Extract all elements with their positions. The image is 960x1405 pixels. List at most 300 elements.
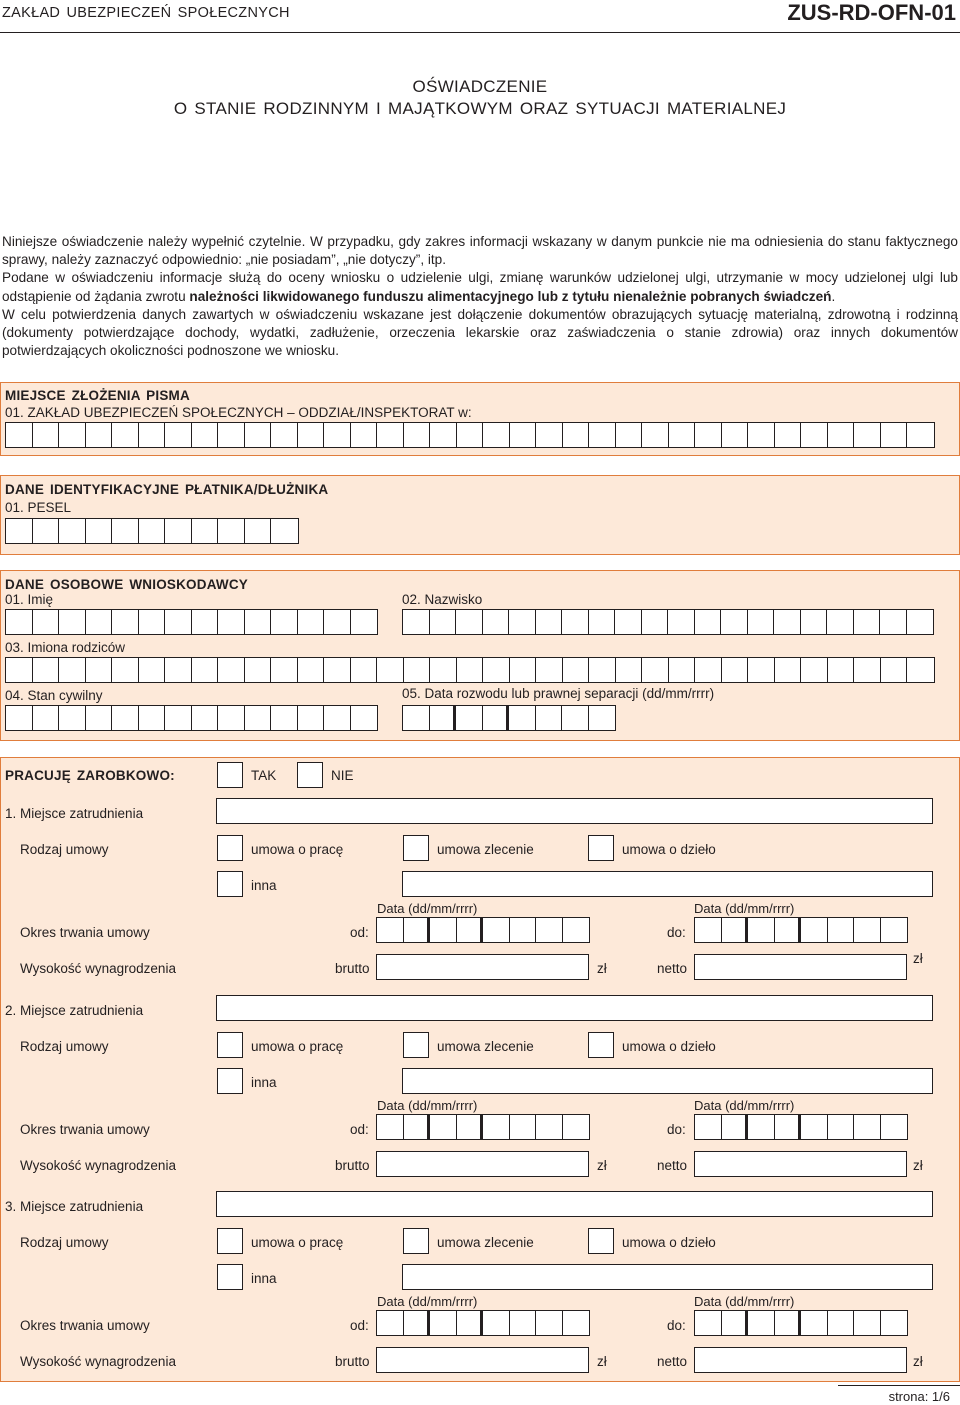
- input-cell[interactable]: [456, 610, 483, 634]
- input-cell[interactable]: [271, 658, 298, 682]
- office-name-input[interactable]: [5, 422, 935, 448]
- input-cell[interactable]: [6, 658, 33, 682]
- input-cell[interactable]: [642, 610, 669, 634]
- input-cell[interactable]: [377, 658, 404, 682]
- employment-contract-label: umowa o pracę: [251, 1235, 344, 1250]
- input-cell[interactable]: [669, 658, 696, 682]
- input-cell[interactable]: [668, 610, 695, 634]
- input-cell[interactable]: [112, 423, 139, 447]
- input-cell[interactable]: [430, 658, 457, 682]
- contract-type-label: Rodzaj umowy: [20, 1235, 109, 1250]
- specific-work-contract-label: umowa o dzieło: [622, 842, 716, 857]
- input-cell[interactable]: [112, 610, 139, 634]
- input-cell[interactable]: [483, 1115, 510, 1139]
- pesel-input[interactable]: [5, 518, 299, 544]
- input-cell[interactable]: [430, 610, 457, 634]
- instructions-text: Podane w oświadczeniu informacje służą do oceny wniosku o udzielenie ulgi, zmianę warunków udzielonej ulgi, utrzymanie w mocy udzielonej ulgi lub odstąpienie od żądania zwrotu: [2, 270, 958, 304]
- input-cell[interactable]: [404, 658, 431, 682]
- other-contract-label: inna: [251, 878, 277, 893]
- input-cell[interactable]: [218, 706, 245, 730]
- input-cell[interactable]: [695, 610, 722, 634]
- input-cell[interactable]: [801, 918, 828, 942]
- date-to-input[interactable]: [694, 1310, 908, 1336]
- input-cell[interactable]: [139, 706, 166, 730]
- net-salary-input[interactable]: [694, 954, 907, 980]
- employed-no-label: NIE: [331, 768, 354, 783]
- net-label: netto: [657, 1354, 688, 1369]
- from-label: od:: [350, 1318, 369, 1333]
- input-cell[interactable]: [165, 658, 192, 682]
- net-salary-input[interactable]: [694, 1347, 907, 1373]
- input-cell[interactable]: [351, 610, 378, 634]
- input-cell[interactable]: [562, 706, 589, 730]
- input-cell[interactable]: [827, 610, 854, 634]
- date-from-input[interactable]: [376, 917, 590, 943]
- other-contract-label: inna: [251, 1075, 277, 1090]
- salary-label: Wysokość wynagrodzenia: [20, 1158, 176, 1173]
- input-cell[interactable]: [510, 658, 537, 682]
- date-to-input[interactable]: [694, 1114, 908, 1140]
- office-label: 01. ZAKŁAD UBEZPIECZEŃ SPOŁECZNYCH – ODDZIAŁ/INSPEKTORAT w:: [5, 405, 472, 420]
- employed-no-checkbox[interactable]: [297, 762, 323, 788]
- net-currency-label: zł: [913, 951, 923, 966]
- input-cell[interactable]: [748, 918, 775, 942]
- from-label: od:: [350, 925, 369, 940]
- date-to-format-label: Data (dd/mm/rrrr): [694, 901, 795, 916]
- input-cell[interactable]: [112, 519, 139, 543]
- input-cell[interactable]: [86, 658, 113, 682]
- input-cell[interactable]: [828, 658, 855, 682]
- parents-names-label: 03. Imiona rodziców: [5, 640, 126, 655]
- gross-currency-label: zł: [597, 1158, 607, 1173]
- date-from-input[interactable]: [376, 1310, 590, 1336]
- input-cell[interactable]: [192, 519, 219, 543]
- input-cell[interactable]: [563, 1311, 590, 1335]
- input-cell[interactable]: [881, 1115, 908, 1139]
- input-cell[interactable]: [457, 423, 484, 447]
- input-cell[interactable]: [509, 706, 536, 730]
- input-cell[interactable]: [748, 610, 775, 634]
- employment-contract-checkbox[interactable]: [217, 835, 243, 861]
- input-cell[interactable]: [907, 658, 934, 682]
- input-cell[interactable]: [775, 918, 802, 942]
- input-cell[interactable]: [695, 918, 722, 942]
- input-cell[interactable]: [33, 610, 60, 634]
- input-cell[interactable]: [139, 423, 166, 447]
- workplace-label: 1. Miejsce zatrudnienia: [5, 806, 144, 821]
- duration-label: Okres trwania umowy: [20, 925, 150, 940]
- instructions-paragraph-2: [2, 269, 958, 305]
- salary-label: Wysokość wynagrodzenia: [20, 961, 176, 976]
- input-cell[interactable]: [324, 706, 351, 730]
- employment-contract-label: umowa o pracę: [251, 1039, 344, 1054]
- input-cell[interactable]: [456, 706, 483, 730]
- from-label: od:: [350, 1122, 369, 1137]
- employment-contract-label: umowa o pracę: [251, 842, 344, 857]
- input-cell[interactable]: [192, 658, 219, 682]
- workplace-block: [1, 1191, 958, 1387]
- specific-work-contract-checkbox[interactable]: [588, 835, 614, 861]
- input-cell[interactable]: [880, 610, 907, 634]
- input-cell[interactable]: [86, 706, 113, 730]
- gross-salary-input[interactable]: [376, 954, 589, 980]
- input-cell[interactable]: [748, 1115, 775, 1139]
- input-cell[interactable]: [828, 918, 855, 942]
- input-cell[interactable]: [616, 423, 643, 447]
- input-cell[interactable]: [536, 658, 563, 682]
- date-to-format-label: Data (dd/mm/rrrr): [694, 1098, 795, 1113]
- instructions: [2, 233, 958, 360]
- input-cell[interactable]: [881, 658, 908, 682]
- input-cell[interactable]: [536, 1115, 563, 1139]
- input-cell[interactable]: [669, 423, 696, 447]
- workplace-label: 3. Miejsce zatrudnienia: [5, 1199, 144, 1214]
- input-cell[interactable]: [271, 423, 298, 447]
- input-cell[interactable]: [403, 610, 430, 634]
- input-cell[interactable]: [854, 658, 881, 682]
- form-subtitle: O STANIE RODZINNYM I MAJĄTKOWYM ORAZ SYTUACJI MATERIALNEJ: [173, 99, 787, 118]
- input-cell[interactable]: [298, 706, 325, 730]
- input-cell[interactable]: [722, 423, 749, 447]
- input-cell[interactable]: [324, 423, 351, 447]
- input-cell[interactable]: [192, 706, 219, 730]
- form-code: ZUS-RD-OFN-01: [787, 0, 956, 25]
- input-cell[interactable]: [404, 423, 431, 447]
- to-label: do:: [667, 1122, 686, 1137]
- input-cell[interactable]: [510, 423, 537, 447]
- input-cell[interactable]: [271, 610, 298, 634]
- input-cell[interactable]: [245, 658, 272, 682]
- input-cell[interactable]: [828, 1115, 855, 1139]
- divorce-date-input[interactable]: [402, 705, 616, 731]
- input-cell[interactable]: [536, 610, 563, 634]
- input-cell[interactable]: [589, 706, 616, 730]
- section-title: MIEJSCE ZŁOŻENIA PISMA: [5, 388, 190, 403]
- input-cell[interactable]: [403, 706, 430, 730]
- input-cell[interactable]: [748, 658, 775, 682]
- input-cell[interactable]: [377, 1311, 404, 1335]
- duration-label: Okres trwania umowy: [20, 1122, 150, 1137]
- section-title: PRACUJĘ ZAROBKOWO:: [5, 768, 175, 783]
- input-cell[interactable]: [828, 1311, 855, 1335]
- first-name-label: 01. Imię: [5, 592, 54, 607]
- input-cell[interactable]: [430, 706, 457, 730]
- other-contract-input[interactable]: [402, 1068, 933, 1094]
- input-cell[interactable]: [510, 1311, 537, 1335]
- input-cell[interactable]: [483, 658, 510, 682]
- footer-divider: [838, 1385, 960, 1386]
- input-cell[interactable]: [828, 423, 855, 447]
- input-cell[interactable]: [907, 610, 934, 634]
- input-cell[interactable]: [351, 423, 378, 447]
- gross-currency-label: zł: [597, 961, 607, 976]
- input-cell[interactable]: [59, 610, 86, 634]
- other-contract-checkbox[interactable]: [217, 1068, 243, 1094]
- header-divider: [0, 32, 960, 33]
- input-cell[interactable]: [563, 918, 590, 942]
- input-cell[interactable]: [695, 423, 722, 447]
- other-contract-checkbox[interactable]: [217, 1264, 243, 1290]
- input-cell[interactable]: [139, 519, 166, 543]
- input-cell[interactable]: [6, 519, 33, 543]
- workplace-block: [1, 995, 958, 1191]
- input-cell[interactable]: [854, 610, 881, 634]
- employed-yes-checkbox[interactable]: [217, 762, 243, 788]
- section-employment: [0, 757, 960, 1382]
- input-cell[interactable]: [112, 706, 139, 730]
- parents-names-input[interactable]: [5, 657, 935, 683]
- date-to-input[interactable]: [694, 917, 908, 943]
- input-cell[interactable]: [404, 1311, 431, 1335]
- input-cell[interactable]: [245, 519, 272, 543]
- date-from-format-label: Data (dd/mm/rrrr): [377, 901, 478, 916]
- input-cell[interactable]: [298, 658, 325, 682]
- input-cell[interactable]: [59, 706, 86, 730]
- other-contract-checkbox[interactable]: [217, 871, 243, 897]
- other-contract-input[interactable]: [402, 871, 933, 897]
- input-cell[interactable]: [563, 658, 590, 682]
- input-cell[interactable]: [881, 1311, 908, 1335]
- input-cell[interactable]: [589, 423, 616, 447]
- input-cell[interactable]: [854, 423, 881, 447]
- input-cell[interactable]: [483, 423, 510, 447]
- input-cell[interactable]: [854, 1115, 881, 1139]
- workplace-label: 2. Miejsce zatrudnienia: [5, 1003, 144, 1018]
- input-cell[interactable]: [404, 1115, 431, 1139]
- input-cell[interactable]: [218, 423, 245, 447]
- mandate-contract-checkbox[interactable]: [403, 1032, 429, 1058]
- input-cell[interactable]: [562, 610, 589, 634]
- input-cell[interactable]: [748, 423, 775, 447]
- input-cell[interactable]: [801, 658, 828, 682]
- input-cell[interactable]: [563, 1115, 590, 1139]
- input-cell[interactable]: [33, 658, 60, 682]
- input-cell[interactable]: [457, 918, 484, 942]
- input-cell[interactable]: [59, 423, 86, 447]
- input-cell[interactable]: [377, 918, 404, 942]
- date-from-format-label: Data (dd/mm/rrrr): [377, 1294, 478, 1309]
- input-cell[interactable]: [483, 918, 510, 942]
- gross-salary-input[interactable]: [376, 1347, 589, 1373]
- input-cell[interactable]: [536, 1311, 563, 1335]
- input-cell[interactable]: [642, 423, 669, 447]
- first-name-input[interactable]: [5, 609, 378, 635]
- input-cell[interactable]: [86, 423, 113, 447]
- input-cell[interactable]: [801, 1311, 828, 1335]
- workplace-input[interactable]: [216, 995, 933, 1021]
- input-cell[interactable]: [139, 658, 166, 682]
- input-cell[interactable]: [722, 1311, 749, 1335]
- page-number: strona: 1/6: [888, 1389, 950, 1404]
- input-cell[interactable]: [721, 610, 748, 634]
- gross-label: brutto: [335, 1354, 370, 1369]
- salary-label: Wysokość wynagrodzenia: [20, 1354, 176, 1369]
- instructions-paragraph-3: W celu potwierdzenia danych zawartych w oświadczeniu wskazane jest dołączenie dokumentów obrazujących sytuację materialną, zdrowotną i rodzinną (dokumenty potwierdzające dochody, wydatki, zadłużenie, orzeczenia lekarskie oraz zaświadczenia o stanie zdrowia) oraz innych dokumentów potwierdzających okoliczności podnoszone we wniosku.: [2, 306, 958, 359]
- contract-type-label: Rodzaj umowy: [20, 842, 109, 857]
- input-cell[interactable]: [377, 423, 404, 447]
- input-cell[interactable]: [245, 423, 272, 447]
- input-cell[interactable]: [59, 519, 86, 543]
- input-cell[interactable]: [722, 918, 749, 942]
- contract-type-label: Rodzaj umowy: [20, 1039, 109, 1054]
- input-cell[interactable]: [457, 1115, 484, 1139]
- input-cell[interactable]: [165, 610, 192, 634]
- input-cell[interactable]: [33, 423, 60, 447]
- input-cell[interactable]: [536, 706, 563, 730]
- input-cell[interactable]: [907, 423, 934, 447]
- net-label: netto: [657, 1158, 688, 1173]
- gross-currency-label: zł: [597, 1354, 607, 1369]
- input-cell[interactable]: [483, 610, 510, 634]
- input-cell[interactable]: [430, 918, 457, 942]
- input-cell[interactable]: [59, 658, 86, 682]
- to-label: do:: [667, 925, 686, 940]
- input-cell[interactable]: [457, 1311, 484, 1335]
- input-cell[interactable]: [854, 1311, 881, 1335]
- input-cell[interactable]: [298, 423, 325, 447]
- input-cell[interactable]: [615, 610, 642, 634]
- input-cell[interactable]: [536, 423, 563, 447]
- workplace-block: [1, 798, 958, 994]
- input-cell[interactable]: [218, 610, 245, 634]
- input-cell[interactable]: [6, 706, 33, 730]
- input-cell[interactable]: [430, 1115, 457, 1139]
- other-contract-input[interactable]: [402, 1264, 933, 1290]
- input-cell[interactable]: [801, 1115, 828, 1139]
- other-contract-label: inna: [251, 1271, 277, 1286]
- input-cell[interactable]: [351, 658, 378, 682]
- input-cell[interactable]: [483, 1311, 510, 1335]
- mandate-contract-label: umowa zlecenie: [437, 1235, 534, 1250]
- gross-salary-input[interactable]: [376, 1151, 589, 1177]
- mandate-contract-checkbox[interactable]: [403, 835, 429, 861]
- input-cell[interactable]: [6, 610, 33, 634]
- date-from-input[interactable]: [376, 1114, 590, 1140]
- workplace-input[interactable]: [216, 1191, 933, 1217]
- input-cell[interactable]: [218, 519, 245, 543]
- input-cell[interactable]: [695, 658, 722, 682]
- to-label: do:: [667, 1318, 686, 1333]
- last-name-label: 02. Nazwisko: [402, 592, 483, 607]
- section-title: DANE IDENTYFIKACYJNE PŁATNIKA/DŁUŻNIKA: [5, 482, 329, 497]
- input-cell[interactable]: [775, 1311, 802, 1335]
- input-cell[interactable]: [165, 706, 192, 730]
- input-cell[interactable]: [589, 658, 616, 682]
- input-cell[interactable]: [192, 610, 219, 634]
- input-cell[interactable]: [536, 918, 563, 942]
- specific-work-contract-checkbox[interactable]: [588, 1032, 614, 1058]
- input-cell[interactable]: [86, 610, 113, 634]
- input-cell[interactable]: [377, 1115, 404, 1139]
- specific-work-contract-checkbox[interactable]: [588, 1228, 614, 1254]
- input-cell[interactable]: [509, 610, 536, 634]
- input-cell[interactable]: [86, 519, 113, 543]
- input-cell[interactable]: [881, 423, 908, 447]
- input-cell[interactable]: [589, 610, 616, 634]
- section-personal-data: [0, 570, 960, 741]
- input-cell[interactable]: [722, 1115, 749, 1139]
- input-cell[interactable]: [271, 519, 298, 543]
- input-cell[interactable]: [192, 423, 219, 447]
- input-cell[interactable]: [722, 658, 749, 682]
- input-cell[interactable]: [510, 1115, 537, 1139]
- date-to-format-label: Data (dd/mm/rrrr): [694, 1294, 795, 1309]
- input-cell[interactable]: [33, 519, 60, 543]
- input-cell[interactable]: [695, 1311, 722, 1335]
- duration-label: Okres trwania umowy: [20, 1318, 150, 1333]
- instructions-text-end: .: [831, 288, 836, 304]
- input-cell[interactable]: [510, 918, 537, 942]
- input-cell[interactable]: [563, 423, 590, 447]
- employed-yes-label: TAK: [251, 768, 277, 783]
- input-cell[interactable]: [774, 610, 801, 634]
- input-cell[interactable]: [165, 423, 192, 447]
- input-cell[interactable]: [112, 658, 139, 682]
- input-cell[interactable]: [245, 706, 272, 730]
- input-cell[interactable]: [165, 519, 192, 543]
- section-title: DANE OSOBOWE WNIOSKODAWCY: [5, 577, 249, 592]
- marital-status-input[interactable]: [5, 705, 378, 731]
- mandate-contract-label: umowa zlecenie: [437, 842, 534, 857]
- input-cell[interactable]: [430, 423, 457, 447]
- input-cell[interactable]: [139, 610, 166, 634]
- input-cell[interactable]: [33, 706, 60, 730]
- input-cell[interactable]: [775, 658, 802, 682]
- input-cell[interactable]: [881, 918, 908, 942]
- input-cell[interactable]: [483, 706, 510, 730]
- input-cell[interactable]: [642, 658, 669, 682]
- employment-contract-checkbox[interactable]: [217, 1228, 243, 1254]
- input-cell[interactable]: [218, 658, 245, 682]
- instructions-paragraph-1: Niniejsze oświadczenie należy wypełnić czytelnie. W przypadku, gdy zakres informacji wskazany w danym punkcie nie ma odniesienia do stanu faktycznego sprawy, należy zaznaczyć odpowiednio: „nie posiadam”, „nie dotyczy”, itp.: [2, 234, 958, 268]
- form-title: OŚWIADCZENIE: [412, 77, 548, 96]
- mandate-contract-checkbox[interactable]: [403, 1228, 429, 1254]
- date-from-format-label: Data (dd/mm/rrrr): [377, 1098, 478, 1113]
- input-cell[interactable]: [616, 658, 643, 682]
- section-place-of-submission: [0, 382, 960, 456]
- input-cell[interactable]: [351, 706, 378, 730]
- input-cell[interactable]: [457, 658, 484, 682]
- marital-status-label: 04. Stan cywilny: [5, 688, 103, 703]
- input-cell[interactable]: [775, 423, 802, 447]
- gross-label: brutto: [335, 1158, 370, 1173]
- input-cell[interactable]: [801, 423, 828, 447]
- last-name-input[interactable]: [402, 609, 934, 635]
- specific-work-contract-label: umowa o dzieło: [622, 1039, 716, 1054]
- input-cell[interactable]: [6, 423, 33, 447]
- input-cell[interactable]: [748, 1311, 775, 1335]
- net-salary-input[interactable]: [694, 1151, 907, 1177]
- input-cell[interactable]: [854, 918, 881, 942]
- input-cell[interactable]: [298, 610, 325, 634]
- input-cell[interactable]: [695, 1115, 722, 1139]
- input-cell[interactable]: [245, 610, 272, 634]
- input-cell[interactable]: [775, 1115, 802, 1139]
- input-cell[interactable]: [324, 610, 351, 634]
- input-cell[interactable]: [324, 658, 351, 682]
- gross-label: brutto: [335, 961, 370, 976]
- section-payer-identification: [0, 475, 960, 555]
- mandate-contract-label: umowa zlecenie: [437, 1039, 534, 1054]
- pesel-label: 01. PESEL: [5, 500, 72, 515]
- input-cell[interactable]: [404, 918, 431, 942]
- input-cell[interactable]: [430, 1311, 457, 1335]
- workplace-input[interactable]: [216, 798, 933, 824]
- input-cell[interactable]: [271, 706, 298, 730]
- input-cell[interactable]: [801, 610, 828, 634]
- specific-work-contract-label: umowa o dzieło: [622, 1235, 716, 1250]
- employment-contract-checkbox[interactable]: [217, 1032, 243, 1058]
